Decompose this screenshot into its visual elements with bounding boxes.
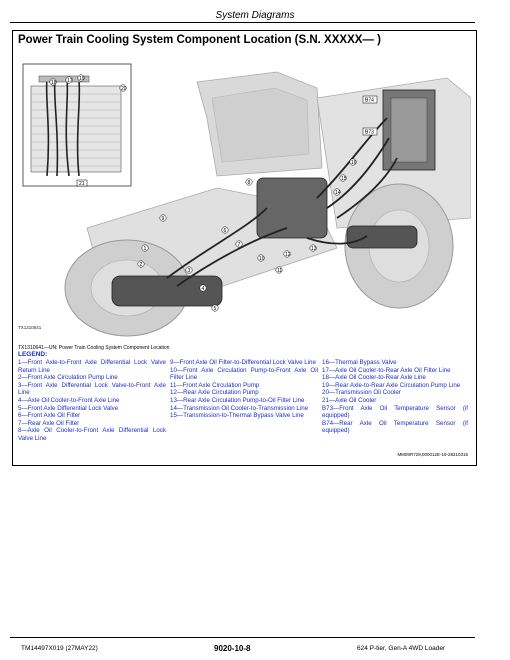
header-rule [10,22,475,23]
legend-item: 19—Rear Axle-to-Rear Axle Circulation Pump Line [322,381,461,389]
svg-text:21: 21 [79,181,85,187]
svg-text:4: 4 [201,286,205,292]
footer-manual-id: TM14497X019 (27MAY22) [21,645,98,652]
svg-text:9: 9 [161,216,165,222]
svg-text:11: 11 [277,268,283,274]
callout-18 [50,79,57,86]
loader-illustration [17,58,471,340]
legend-item: 7—Rear Axle Oil Filter [18,419,80,427]
callout-8 [246,179,252,186]
callout-15 [340,175,347,182]
callout-17 [66,77,73,84]
legend-item: 14—Transmission Oil Cooler-to-Transmission Line [170,404,309,412]
svg-text:5: 5 [213,306,217,312]
legend-item: 13—Rear Axle Circulation Pump-to-Oil Filter Line [170,396,305,404]
legend-item: 5—Front Axle Differential Lock Valve [18,404,119,412]
callout-20 [120,85,127,92]
svg-text:B74: B74 [365,97,374,104]
callout-b73 [363,128,377,136]
svg-text:18: 18 [51,80,57,86]
callout-12 [284,251,291,258]
legend-column-2 [170,359,318,420]
callout-21 [77,180,87,187]
inset-cooler-detail [23,64,131,186]
legend-item: 8—Axle Oil Cooler-to-Front Axle Differential Lock Valve Line [18,427,166,442]
callout-b74 [363,96,377,104]
callout-13 [310,245,317,252]
footer-page-number: 9020-10-8 [214,644,251,653]
legend-item: 3—Front Axle Differential Lock Valve-to-Front Axle Line [18,381,166,397]
svg-text:B73: B73 [365,129,374,136]
legend-item: 10—Front Axle Circulation Pump-to-Front Axle Oil Filter Line [170,366,318,382]
svg-text:20: 20 [121,86,127,92]
legend-item: 16—Thermal Bypass Valve [322,359,397,366]
svg-text:19: 19 [79,76,85,82]
figure-code: TX1310641 [18,325,42,330]
svg-text:15: 15 [341,176,347,182]
callout-5 [212,305,218,312]
footer-machine-model: 624 P-tier, Gen-A 4WD Loader [357,645,446,652]
svg-text:10: 10 [259,256,265,262]
legend-item: 9—Front Axle Oil Filter-to-Differential Lock Valve Line [170,359,316,366]
callout-11 [276,267,283,274]
legend-column-3 [322,359,468,435]
legend-item: 4—Axle Oil Cooler-to-Front Axle Line [18,396,120,404]
legend-item: B73—Front Axle Oil Temperature Sensor (if equipped) [322,404,468,420]
legend-column-1 [18,359,166,443]
legend-item: 18—Axle Oil Cooler-to-Rear Axle Line [322,374,426,382]
legend-item: 2—Front Axle Circulation Pump Line [18,374,118,382]
callout-19 [78,75,85,82]
svg-text:3: 3 [187,268,191,274]
legend-item: 1—Front Axle-to-Front Axle Differential Lock Valve Return Line [18,359,166,374]
legend-item: 11—Front Axle Circulation Pump [170,381,260,389]
svg-text:12: 12 [285,252,291,258]
svg-text:1: 1 [143,246,147,252]
reference-code: MM09R729,000012E-19-28210315 [397,452,468,457]
legend-item: 15—Transmission-to-Thermal Bypass Valve Line [170,412,304,420]
legend-heading: LEGEND: [18,351,48,358]
svg-text:6: 6 [223,228,227,234]
legend-item: B74—Rear Axle Oil Temperature Sensor (if equipped) [322,419,468,435]
legend-item: 17—Axle Oil Cooler-to-Rear Axle Oil Filter Line [322,366,451,374]
footer-rule [10,637,475,638]
svg-text:8: 8 [247,180,251,186]
svg-text:7: 7 [237,242,241,248]
legend-item: 20—Transmission Oil Cooler [322,389,401,397]
section-title: Power Train Cooling System Component Location (S.N. XXXXX— ) [18,34,381,46]
legend-item: 12—Rear Axle Circulation Pump [170,389,259,397]
svg-text:13: 13 [311,246,317,252]
svg-text:14: 14 [335,190,341,196]
svg-text:17: 17 [67,78,73,84]
callout-10 [258,255,265,262]
figure-caption: TX1310641—UN: Power Train Cooling System Component Location [18,345,170,351]
callout-14 [334,189,341,196]
svg-text:2: 2 [139,262,143,268]
legend-item: 6—Front Axle Oil Filter [18,412,81,420]
legend-item: 21—Axle Oil Cooler [322,396,377,404]
component-location-figure [17,58,471,340]
callout-16 [350,159,357,166]
svg-text:16: 16 [351,160,357,166]
header-title: System Diagrams [215,10,295,21]
